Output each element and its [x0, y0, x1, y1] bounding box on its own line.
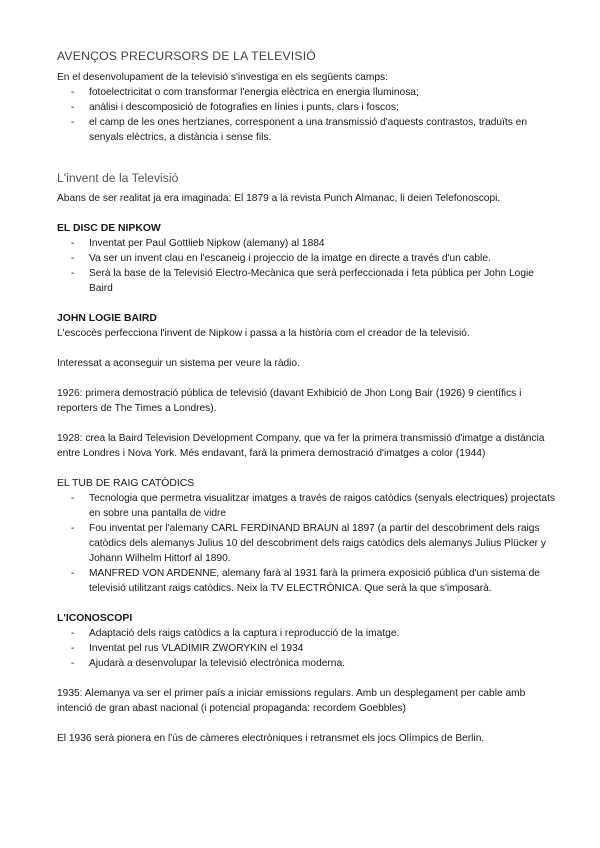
iconoscope-heading: L'ICONOSCOPI — [57, 613, 133, 624]
baird-paragraph: 1926: primera demostració pública de televisió (davant Exhibició de Jhon Long Bair (1926) 9 científics i reporters de The Times a Londres). — [57, 388, 522, 414]
document-page — [57, 48, 557, 746]
nipkow-heading: EL DISC DE NIPKOW — [57, 223, 161, 234]
list-item: - Serà la base de la Televisió Electro-Mecànica que serà perfeccionada i feta pública per John Logie Baird — [57, 266, 557, 296]
list-item: - fotoelectricitat o com transformar l'energia elèctrica en energia lluminosa; — [57, 85, 557, 100]
invent-text: Abans de ser realitat ja era imaginada: El 1879 a la revista Punch Almanac, li deien Telefonoscopi. — [57, 193, 501, 204]
tube-heading: EL TUB DE RAIG CATÒDICS — [57, 478, 195, 489]
list-item: - anàlisi i descomposició de fotografies en línies i punts, clars i foscos; — [57, 100, 557, 115]
closing-paragraph: El 1936 serà pionera en l'ús de càmeres electròniques i retransmet els jocs Olímpics de Berlin. — [57, 733, 485, 744]
intro-list — [57, 85, 557, 145]
tube-list — [57, 491, 557, 596]
iconoscope-list — [57, 626, 557, 671]
baird-paragraph: Interessat a aconseguir un sistema per veure la ràdio. — [57, 358, 300, 369]
baird-paragraph: L'escocès perfecciona l'invent de Nipkow i passa a la història com el creador de la televisió. — [57, 328, 470, 339]
list-item: - Va ser un invent clau en l'escaneig i projeccio de la imatge en directe a través d'un cable. — [57, 251, 557, 266]
document-title: AVENÇOS PRECURSORS DE LA TELEVISIÓ — [57, 49, 316, 63]
list-item: - Inventat per Paul Gottlieb Nipkow (alemany) al 1884 — [57, 236, 557, 251]
list-item: - Fou inventat per l'alemany CARL FERDINAND BRAUN al 1897 (a partir del descobriment dels raigs catòdics dels alemanys Julius 10 del descobriment dels raigs catòdics dels alemanys Julius Plücker y Johann Wilhelm Hittorf al 1890. — [57, 521, 557, 566]
invent-subtitle: L'invent de la Televisió — [57, 171, 179, 185]
baird-heading: JOHN LOGIE BAIRD — [57, 313, 157, 324]
closing-paragraph: 1935: Alemanya va ser el primer país a iniciar emissions regulars. Amb un desplegament per cable amb intenció de gran abast nacional (i potencial propaganda: recordem Goebbles) — [57, 688, 526, 714]
nipkow-list — [57, 236, 557, 296]
list-item: - Ajudarà a desenvolupar la televisió electrònica moderna. — [57, 656, 557, 671]
list-item: - Tecnologia que permetra visualitzar imatges a través de raigos catòdics (senyals electriques) projectats en sobre una pantalla de vidre — [57, 491, 557, 521]
list-item: - Adaptació dels raigs catòdics a la captura i reproducció de la imatge. — [57, 626, 557, 641]
baird-paragraph: 1928: crea la Baird Television Development Company, que va fer la primera transmissió d'imatge a distància entre Londres i Nova York. Més endavant, farà la primera demostració d'imatges a color (1944) — [57, 433, 545, 459]
list-item: - MANFRED VON ARDENNE, alemany farà al 1931 farà la primera exposició pública d'un sistema de televisió utilitzant raigs catòdics. Neix la TV ELECTRÒNICA. Que serà la que s'imposarà. — [57, 566, 557, 596]
list-item: - Inventat pel rus VLADIMIR ZWORYKIN el 1934 — [57, 641, 557, 656]
intro-lead: En el desenvolupament de la televisió s'investiga en els següents camps: — [57, 72, 388, 83]
list-item: - el camp de les ones hertzianes, corresponent a una transmissió d'aquests contrastos, traduïts en senyals elèctrics, a distància i sense fils. — [57, 115, 557, 145]
